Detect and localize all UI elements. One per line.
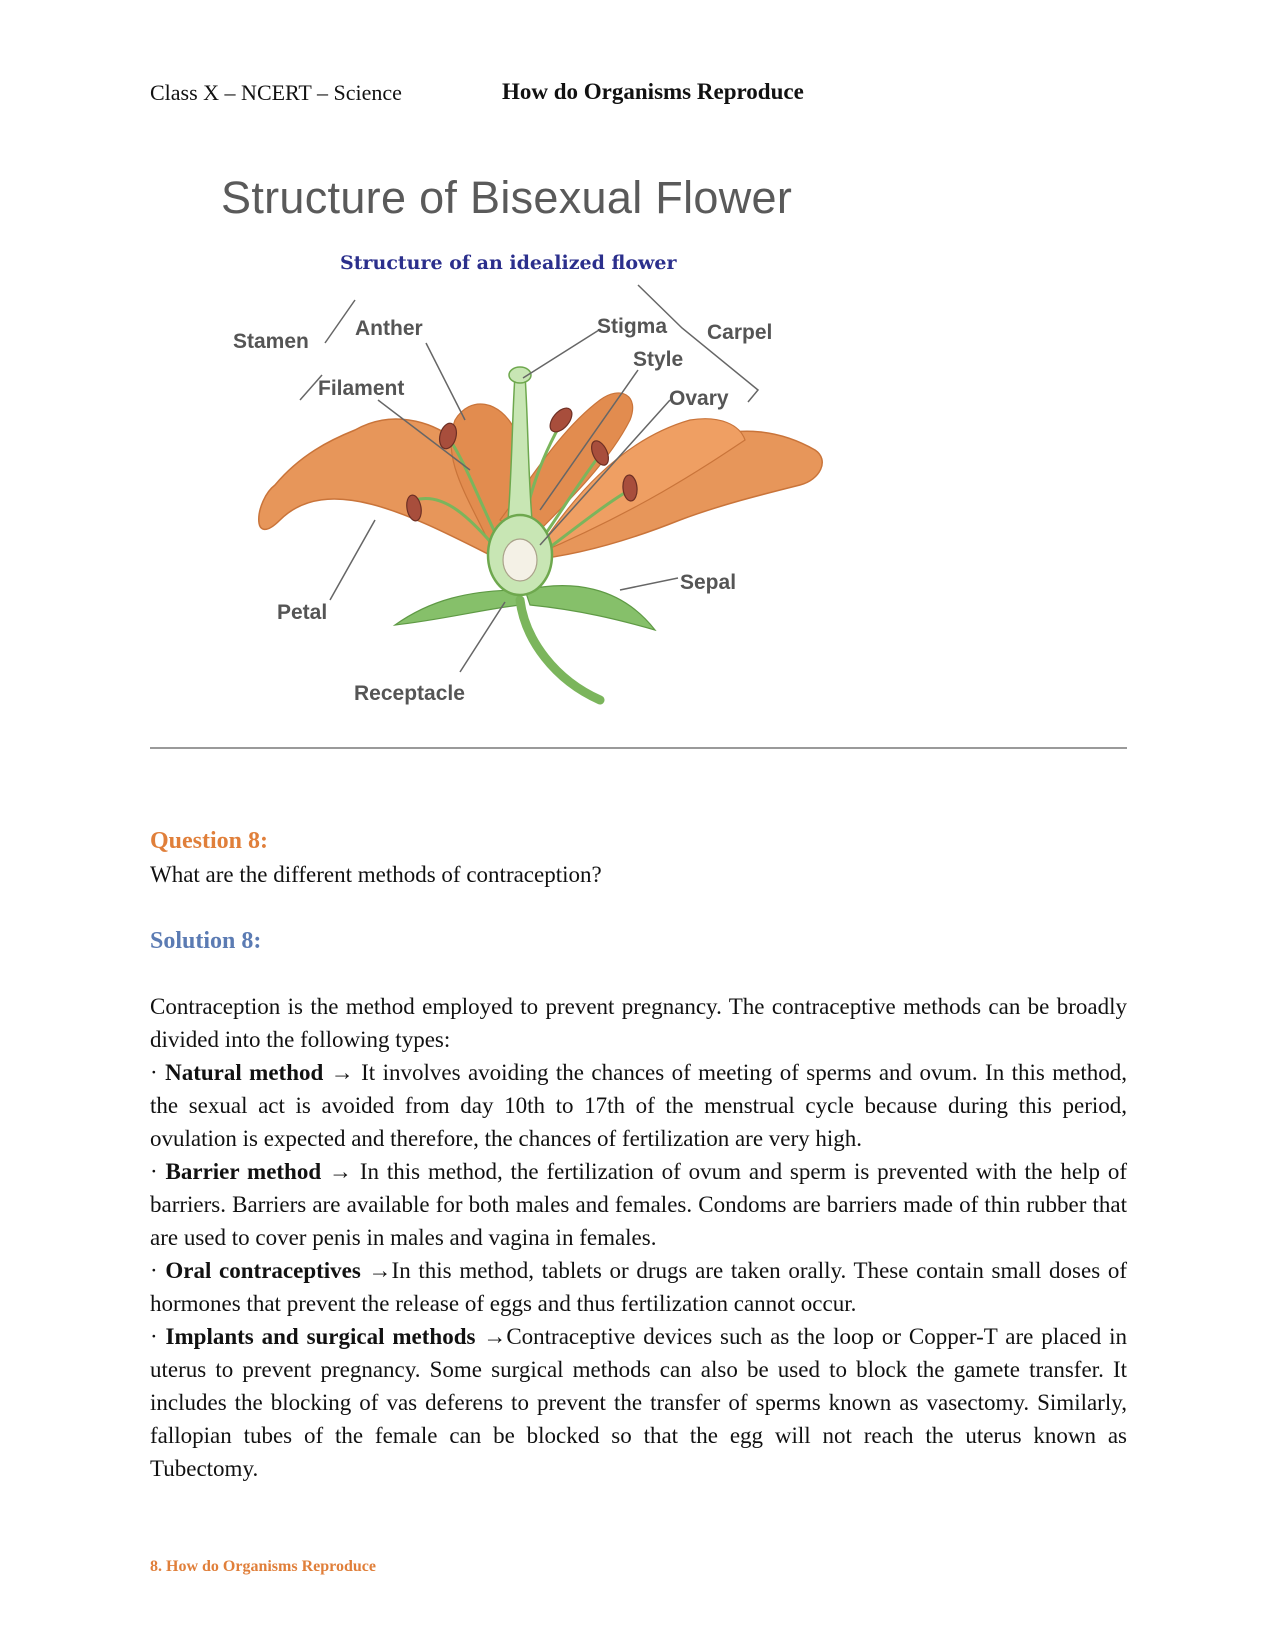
label-stigma: Stigma <box>597 315 668 338</box>
label-petal: Petal <box>277 601 328 624</box>
label-carpel: Carpel <box>707 321 773 344</box>
label-receptacle: Receptacle <box>354 682 465 705</box>
solution-heading: Solution 8: <box>150 928 262 954</box>
label-style: Style <box>633 348 684 371</box>
header-chapter-title: How do Organisms Reproduce <box>502 79 804 104</box>
figure-subtitle: Structure of an idealized flower <box>340 252 677 274</box>
bullet: · <box>150 1258 158 1283</box>
solution-intro: Contraception is the method employed to prevent pregnancy. The contraceptive methods can be broadly divided into the following types: <box>150 994 1127 1052</box>
item-term: Natural method <box>165 1060 324 1085</box>
label-sepal: Sepal <box>680 571 737 594</box>
item-text: In this method, the fertilization of ovum and sperm is prevented with the help of barriers. Barriers are available for both males and females. Condoms are barriers made of thin rubber that are used to cover penis in males and vagina in females. <box>150 1159 1128 1250</box>
question-heading: Question 8: <box>150 828 269 854</box>
solution-item <box>150 1254 1127 1320</box>
label-ovary: Ovary <box>669 387 729 410</box>
bullet: · <box>150 1159 158 1184</box>
flower-diagram <box>0 0 1275 760</box>
figure-title: Structure of Bisexual Flower <box>221 172 793 223</box>
question-text: What are the different methods of contraception? <box>150 862 602 887</box>
arrow: → <box>360 1258 392 1283</box>
item-text: Contraceptive devices such as the loop or Copper-T are placed in uterus to prevent pregnancy. Some surgical methods can also be used to block the gamete transfer. It includes the blocking of vas deferens to prevent the transfer of sperms known as vasectomy. Similarly, fallopian tubes of the female can be blocked so that the egg will not reach the uterus known as Tubectomy. <box>150 1324 1128 1481</box>
label-filament: Filament <box>318 377 405 400</box>
solution-item <box>150 1155 1127 1254</box>
item-term: Implants and surgical methods <box>165 1324 476 1349</box>
flower-stalk <box>520 600 600 700</box>
right-sepal <box>525 586 655 630</box>
item-text: It involves avoiding the chances of meeting of sperms and ovum. In this method, the sexual act is avoided from day 10th to 17th of the menstrual cycle because during this period, ovulation is expected and therefore, the chances of fertilization are very high. <box>150 1060 1128 1151</box>
bullet: · <box>150 1324 158 1349</box>
ovule-shape <box>503 539 537 581</box>
solution-item <box>150 1320 1127 1485</box>
item-term: Oral contraceptives <box>165 1258 361 1283</box>
style <box>508 375 532 520</box>
solution-item <box>150 1056 1127 1155</box>
footer-chapter-label: 8. How do Organisms Reproduce <box>150 1558 376 1575</box>
arrow: → <box>321 1159 360 1184</box>
header-class-label: Class X – NCERT – Science <box>150 80 402 105</box>
label-anther: Anther <box>355 317 423 340</box>
bullet: · <box>150 1060 158 1085</box>
label-stamen: Stamen <box>233 330 309 353</box>
item-text: In this method, tablets or drugs are taken orally. These contain small doses of hormones that prevent the release of eggs and thus fertilization cannot occur. <box>150 1258 1128 1316</box>
arrow: → <box>475 1324 507 1349</box>
solution-body <box>150 990 1127 1485</box>
item-term: Barrier method <box>165 1159 322 1184</box>
horizontal-divider <box>150 747 1127 749</box>
arrow: → <box>323 1060 362 1085</box>
